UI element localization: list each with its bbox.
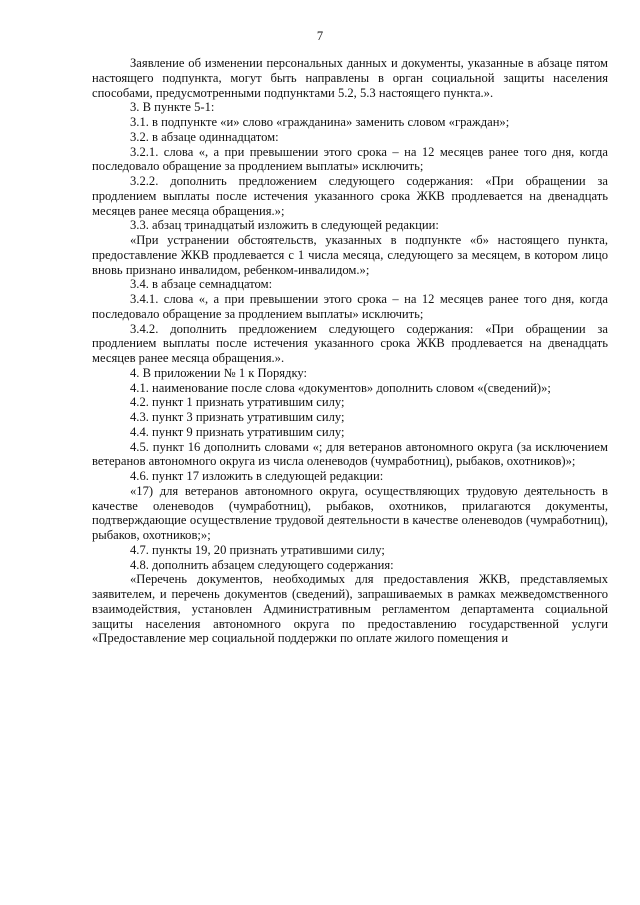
paragraph: 4.1. наименование после слова «документов» дополнить словом «(сведений)»; <box>130 380 551 395</box>
paragraph: 3.2.1. слова «, а при превышении этого срока – на 12 месяцев ранее того дня, когда последовало обращение за продлением выплаты» исключить; <box>92 144 608 174</box>
page-number: 7 <box>316 29 324 43</box>
paragraph: 3.2. в абзаце одиннадцатом: <box>130 129 279 144</box>
paragraph: 3. В пункте 5-1: <box>130 100 215 115</box>
paragraph: 3.4. в абзаце семнадцатом: <box>130 277 273 292</box>
paragraph: «17) для ветеранов автономного округа, осуществляющих трудовую деятельность в качестве оленеводов (чумработниц), рыбаков, охотников, прилагаются документы, подтверждающие осуществление трудовой деятельности в качестве оленеводов (чумработниц), рыбаков, охотников;»; <box>92 483 608 542</box>
paragraph: 4.2. пункт 1 признать утратившим силу; <box>130 395 345 410</box>
paragraph: «Перечень документов, необходимых для предоставления ЖКВ, представляемых заявителем, и перечень документов (сведений), запрашиваемых в рамках межведомственного взаимодействия, установлен Административным регламентом департамента социальной защиты населения автономного округа по предоставлению государственной услуги «Предоставление мер социальной поддержки по оплате жилого помещения и <box>92 572 608 646</box>
paragraph: 3.2.2. дополнить предложением следующего содержания: «При обращении за продлением выплаты после истечения указанного срока ЖКВ продлевается на двенадцать месяцев ранее месяца обращения.»; <box>92 174 608 218</box>
paragraph: 4. В приложении № 1 к Порядку: <box>130 365 308 380</box>
paragraph: 3.3. абзац тринадцатый изложить в следующей редакции: <box>130 218 439 233</box>
paragraph: 4.8. дополнить абзацем следующего содержания: <box>130 557 394 572</box>
paragraph: 4.6. пункт 17 изложить в следующей редакции: <box>130 469 384 483</box>
paragraph: 4.5. пункт 16 дополнить словами «; для ветеранов автономного округа (за исключением ветеранов автономного округа из числа оленеводов (чумработниц), рыбаков, охотников)»; <box>92 439 608 469</box>
paragraph: 4.7. пункты 19, 20 признать утратившими силу; <box>130 542 385 557</box>
document-body <box>92 56 608 646</box>
paragraph: 4.3. пункт 3 признать утратившим силу; <box>130 410 345 424</box>
paragraph: Заявление об изменении персональных данных и документы, указанные в абзаце пятом настоящего подпункта, могут быть направлены в орган социальной защиты населения способами, предусмотренными подпунктами 5.2, 5.3 настоящего пункта.». <box>92 56 608 100</box>
paragraph: 3.4.2. дополнить предложением следующего содержания: «При обращении за продлением выплаты после истечения указанного срока ЖКВ продлевается на двенадцать месяцев ранее месяца обращения.». <box>92 321 608 365</box>
paragraph: 3.1. в подпункте «и» слово «гражданина» заменить словом «граждан»; <box>130 115 510 129</box>
paragraph: 3.4.1. слова «, а при превышении этого срока – на 12 месяцев ранее того дня, когда последовало обращение за продлением выплаты» исключить; <box>92 292 608 321</box>
paragraph: 4.4. пункт 9 признать утратившим силу; <box>130 424 345 439</box>
paragraph: «При устранении обстоятельств, указанных в подпункте «б» настоящего пункта, предоставление ЖКВ продлевается с 1 числа месяца, следующего за месяцем, в котором лицо вновь признано инвалидом, ребенком-инвалидом.»; <box>92 233 608 277</box>
